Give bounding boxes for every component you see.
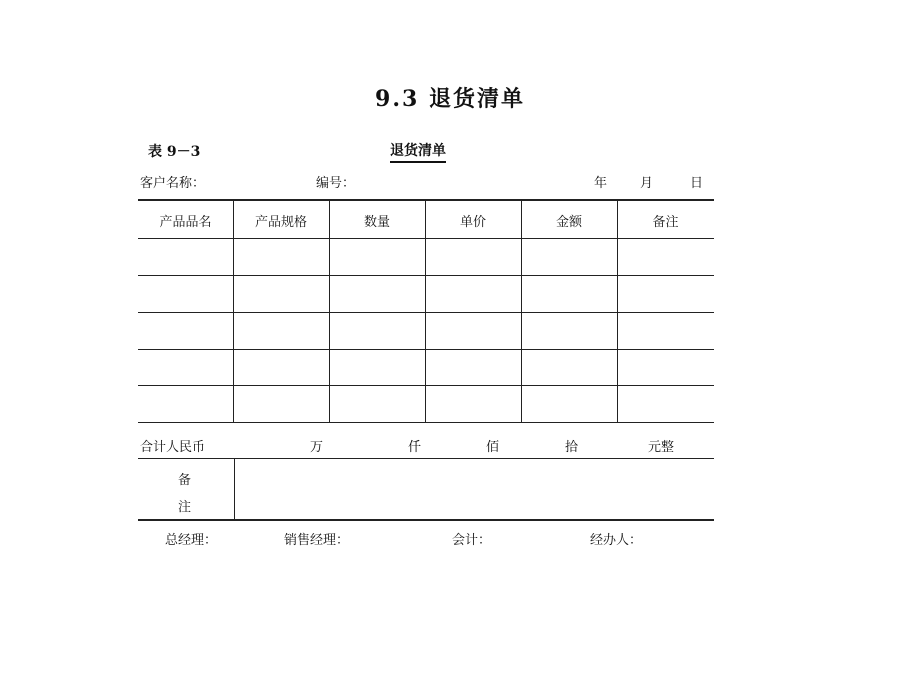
unit-shi: 拾	[565, 440, 579, 455]
column-divider	[329, 199, 330, 422]
column-header-quantity: 数量	[363, 215, 390, 230]
general-manager-label: 总经理：	[165, 533, 218, 548]
column-divider	[233, 199, 234, 422]
unit-bai: 佰	[486, 440, 500, 455]
row-divider	[138, 385, 714, 386]
table-number: 表 9－3	[148, 144, 201, 160]
day-label: 日	[690, 176, 704, 191]
column-header-unit-price: 单价	[459, 215, 486, 230]
remarks-label-char-1: 备	[178, 473, 192, 488]
unit-wan: 万	[310, 440, 324, 455]
total-rmb-label: 合计人民币	[140, 440, 206, 455]
sales-manager-label: 销售经理：	[284, 533, 350, 548]
remarks-divider	[234, 458, 235, 519]
remarks-label-char-2: 注	[178, 500, 192, 515]
return-list-form	[138, 199, 714, 521]
row-divider	[138, 312, 714, 313]
column-divider	[425, 199, 426, 422]
header-divider	[138, 238, 714, 239]
table-title: 退货清单	[390, 140, 446, 163]
row-divider	[138, 349, 714, 350]
column-header-amount: 金额	[555, 215, 582, 230]
form-bottom-border	[138, 519, 714, 521]
unit-qian: 仟	[408, 440, 422, 455]
total-bottom-border	[138, 458, 714, 459]
column-header-product-name: 产品品名	[159, 215, 212, 230]
handler-label: 经办人：	[590, 533, 643, 548]
column-divider	[521, 199, 522, 422]
year-label: 年	[594, 176, 608, 191]
month-label: 月	[640, 176, 654, 191]
accountant-label: 会计：	[452, 533, 492, 548]
customer-name-label: 客户名称：	[140, 176, 206, 191]
items-bottom-border	[138, 422, 714, 423]
unit-yuan-zheng: 元整	[648, 440, 675, 455]
form-top-border	[138, 199, 714, 201]
section-title: 9.3 退货清单	[375, 86, 525, 112]
row-divider	[138, 275, 714, 276]
column-header-product-spec: 产品规格	[254, 215, 307, 230]
column-header-remarks: 备注	[652, 215, 679, 230]
column-divider	[617, 199, 618, 422]
serial-no-label: 编号：	[316, 176, 356, 191]
